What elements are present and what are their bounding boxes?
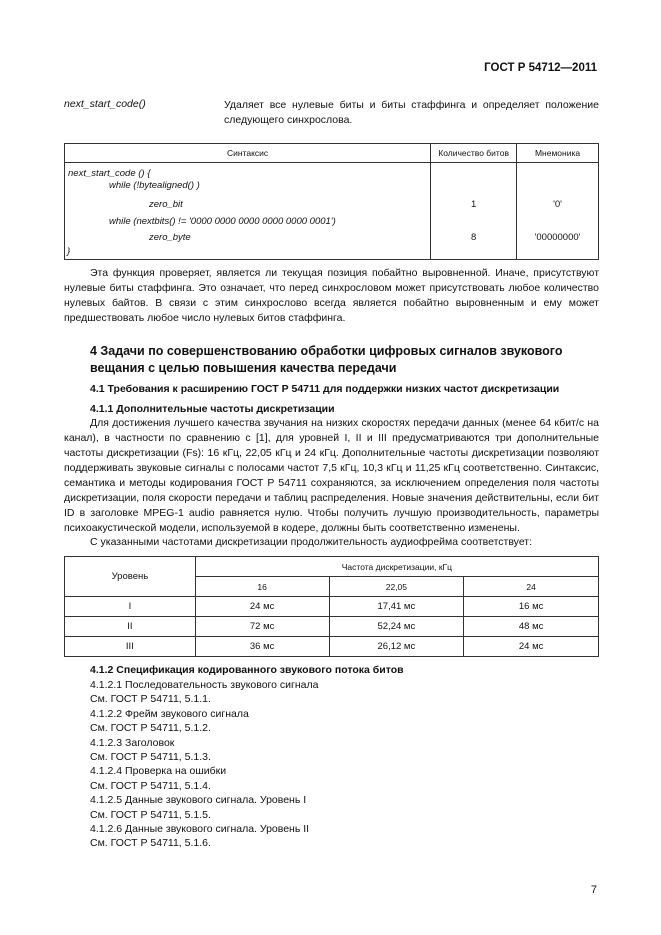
bits-value: 1 [470,199,477,210]
table-row [65,637,599,657]
list-item: 4.1.2.3 Заголовок [90,736,175,749]
frequency-header: Частота дискретизации, кГц [195,557,598,577]
code-line: zero_bit [149,199,183,210]
duration-cell: 26,12 мс [329,637,464,657]
freq-24-header: 24 [464,577,599,597]
duration-cell: 48 мс [464,617,599,637]
duration-cell: 52,24 мс [329,617,464,637]
syntax-table [64,143,599,260]
section-4-1-2-heading: 4.1.2 Спецификация кодированного звукового потока битов [90,664,404,676]
section-4-1-1-heading: 4.1.1 Дополнительные частоты дискретизации [90,403,335,415]
list-item: 4.1.2.2 Фрейм звукового сигнала [90,707,249,720]
syntax-header: Синтаксис [65,144,431,163]
function-description: Удаляет все нулевые биты и биты стаффинга и определяет положение следующего синхрослова. [224,99,599,126]
code-line: while (nextbits() != '0000 0000 0000 0000 0000 0001') [109,216,336,227]
list-item: См. ГОСТ Р 54711, 5.1.3. [90,751,211,764]
list-item: См. ГОСТ Р 54711, 5.1.4. [90,779,211,792]
list-item: 4.1.2.4 Проверка на ошибки [90,765,227,778]
duration-cell: 24 мс [464,637,599,657]
duration-cell: 17,41 мс [329,597,464,617]
level-cell: II [65,617,196,637]
freq-22-header: 22,05 [329,577,464,597]
code-line: zero_byte [149,232,191,243]
syntax-table-header-row [65,144,599,163]
paragraph-sampling-frequencies: Для достижения лучшего качества звучания на низких скоростях передачи данных (менее 64 кбит/с на канал), в частности по сравнению с [1], для уровней I, II и III предусматриваются три дополнительные частоты дискретизации (Fs): 16 кГц, 22,05 кГц и 24 кГц. Дополнительные частоты дискретизации позволяют поддерживать звуковые сигналы с полосами частот 7,5 кГц, 10,3 кГц и 11,25 кГц соответственно. Синтаксис, семантика и методы кодирования ГОСТ Р 54711 сохраняются, за исключением определения поля частоты дискретизации, поля скорости передачи и таблиц распределения. Новые значения действительны, если бит ID в заголовке MPEG-1 audio равняется нулю. Чтобы получить лучшую производительность, параметры психоакустической модели, используемой в кодере, должны быть соответственно изменены. [64,417,599,534]
list-item: 4.1.2.5 Данные звукового сигнала. Уровень I [90,794,307,807]
function-name: next_start_code() [64,98,146,110]
code-line: next_start_code () { [68,168,151,179]
bits-header: Количество битов [431,144,517,163]
page-number: 7 [590,884,597,896]
bits-cell [431,163,517,260]
mnemonic-header: Мнемоника [517,144,599,163]
list-item: См. ГОСТ Р 54711, 5.1.6. [90,837,211,850]
code-line: while (!bytealigned() ) [109,180,200,191]
bits-value: 8 [470,232,477,243]
level-cell: I [65,597,196,617]
code-line: } [67,246,71,257]
syntax-code-cell [65,163,431,260]
list-item: 4.1.2.1 Последовательность звукового сигнала [90,679,319,691]
list-item: 4.1.2.6 Данные звукового сигнала. Уровень II [90,823,310,836]
duration-cell: 36 мс [195,637,329,657]
freq-16-header: 16 [195,577,329,597]
mnemonic-value: '0' [553,199,562,210]
duration-cell: 16 мс [464,597,599,617]
mnemonic-value: '00000000' [534,232,581,243]
paragraph-function-explanation: Эта функция проверяет, является ли текущая позиция побайтно выровненной. Иначе, присутствуют нулевые биты стаффинга. Это означает, что перед синхрословом может присутствовать любое количество нулевых байтов. В связи с этим синхрослово всегда является побайтно выровненным и ему может предшествовать любое число нулевых битов стаффинга. [64,267,599,324]
subsection-list [90,678,318,851]
frame-duration-table [64,556,599,657]
list-item: См. ГОСТ Р 54711, 5.1.1. [90,693,211,706]
paragraph-frame-duration: С указанными частотами дискретизации продолжительность аудиофрейма соответствует: [90,536,533,548]
table-row [65,597,599,617]
list-item: См. ГОСТ Р 54711, 5.1.2. [90,722,211,735]
section-4-heading: 4 Задачи по совершенствованию обработки цифровых сигналов звукового вещания с целью повышения качества передачи [90,344,563,375]
page-header-standard: ГОСТ Р 54712—2011 [484,62,597,74]
list-item: См. ГОСТ Р 54711, 5.1.5. [90,808,211,821]
section-4-1-heading: 4.1 Требования к расширению ГОСТ Р 54711 для поддержки низких частот дискретизации [90,383,560,395]
table-row [65,617,599,637]
duration-cell: 72 мс [195,617,329,637]
level-header: Уровень [65,557,196,597]
level-cell: III [65,637,196,657]
duration-cell: 24 мс [195,597,329,617]
frame-table-header-row [65,557,599,577]
mnemonic-cell [517,163,599,260]
syntax-table-body-row [65,163,599,260]
